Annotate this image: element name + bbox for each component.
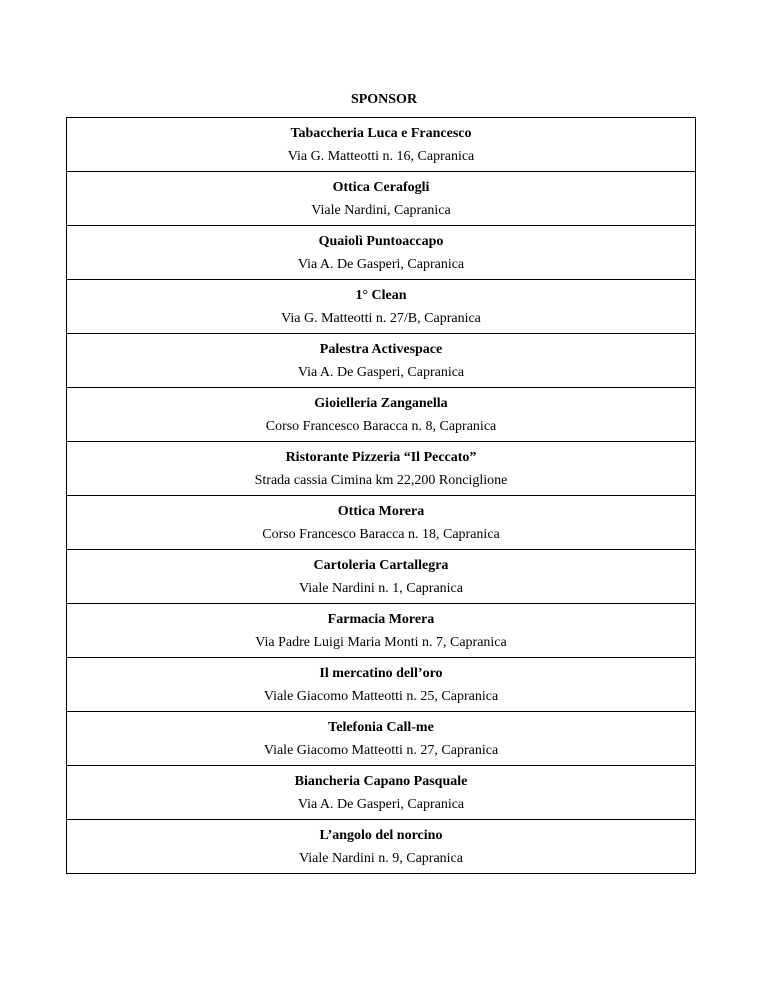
sponsor-row: [67, 604, 695, 658]
sponsor-address: Viale Giacomo Matteotti n. 27, Capranica: [263, 743, 499, 758]
sponsor-address: Viale Nardini n. 9, Capranica: [299, 851, 463, 866]
sponsor-row: [67, 712, 695, 766]
sponsor-row: [67, 766, 695, 820]
sponsor-name: 1° Clean: [355, 288, 407, 303]
sponsor-row: [67, 658, 695, 712]
sponsor-name: Biancheria Capano Pasquale: [294, 774, 468, 789]
sponsor-address: Corso Francesco Baracca n. 8, Capranica: [265, 419, 497, 434]
sponsor-name: Gioielleria Zanganella: [314, 396, 448, 411]
sponsor-name: Cartoleria Cartallegra: [313, 558, 449, 573]
sponsor-row: [67, 280, 695, 334]
sponsor-address: Viale Nardini, Capranica: [311, 203, 451, 218]
sponsor-address: Via A. De Gasperi, Capranica: [297, 257, 465, 272]
sponsor-name: Il mercatino dell’oro: [319, 666, 443, 681]
sponsor-name: Ottica Morera: [337, 504, 425, 519]
sponsor-row: [67, 496, 695, 550]
sponsor-name: Ristorante Pizzeria “Il Peccato”: [285, 450, 477, 465]
sponsor-address: Corso Francesco Baracca n. 18, Capranica: [262, 527, 500, 542]
page-title: SPONSOR: [350, 92, 418, 107]
sponsor-row: [67, 334, 695, 388]
sponsor-table: [66, 117, 696, 874]
sponsor-name: Palestra Activespace: [319, 342, 443, 357]
sponsor-address: Via G. Matteotti n. 16, Capranica: [287, 149, 475, 164]
sponsor-row: [67, 388, 695, 442]
sponsor-address: Via A. De Gasperi, Capranica: [297, 797, 465, 812]
sponsor-address: Strada cassia Cimina km 22,200 Ronciglione: [254, 473, 508, 488]
sponsor-address: Via A. De Gasperi, Capranica: [297, 365, 465, 380]
sponsor-address: Via Padre Luigi Maria Monti n. 7, Capranica: [255, 635, 507, 650]
sponsor-name: Tabaccheria Luca e Francesco: [290, 126, 472, 141]
sponsor-row: [67, 442, 695, 496]
sponsor-address: Viale Nardini n. 1, Capranica: [299, 581, 463, 596]
sponsor-name: Ottica Cerafogli: [332, 180, 430, 195]
sponsor-row: [67, 550, 695, 604]
sponsor-name: Farmacia Morera: [327, 612, 435, 627]
sponsor-row: [67, 226, 695, 280]
sponsor-address: Viale Giacomo Matteotti n. 25, Capranica: [263, 689, 499, 704]
sponsor-row: [67, 820, 695, 874]
sponsor-row: [67, 118, 695, 172]
sponsor-address: Via G. Matteotti n. 27/B, Capranica: [281, 311, 481, 326]
sponsor-name: Quaiolì Puntoaccapo: [318, 234, 444, 249]
sponsor-name: L’angolo del norcino: [319, 828, 443, 843]
sponsor-name: Telefonia Call-me: [328, 720, 434, 735]
sponsor-row: [67, 172, 695, 226]
